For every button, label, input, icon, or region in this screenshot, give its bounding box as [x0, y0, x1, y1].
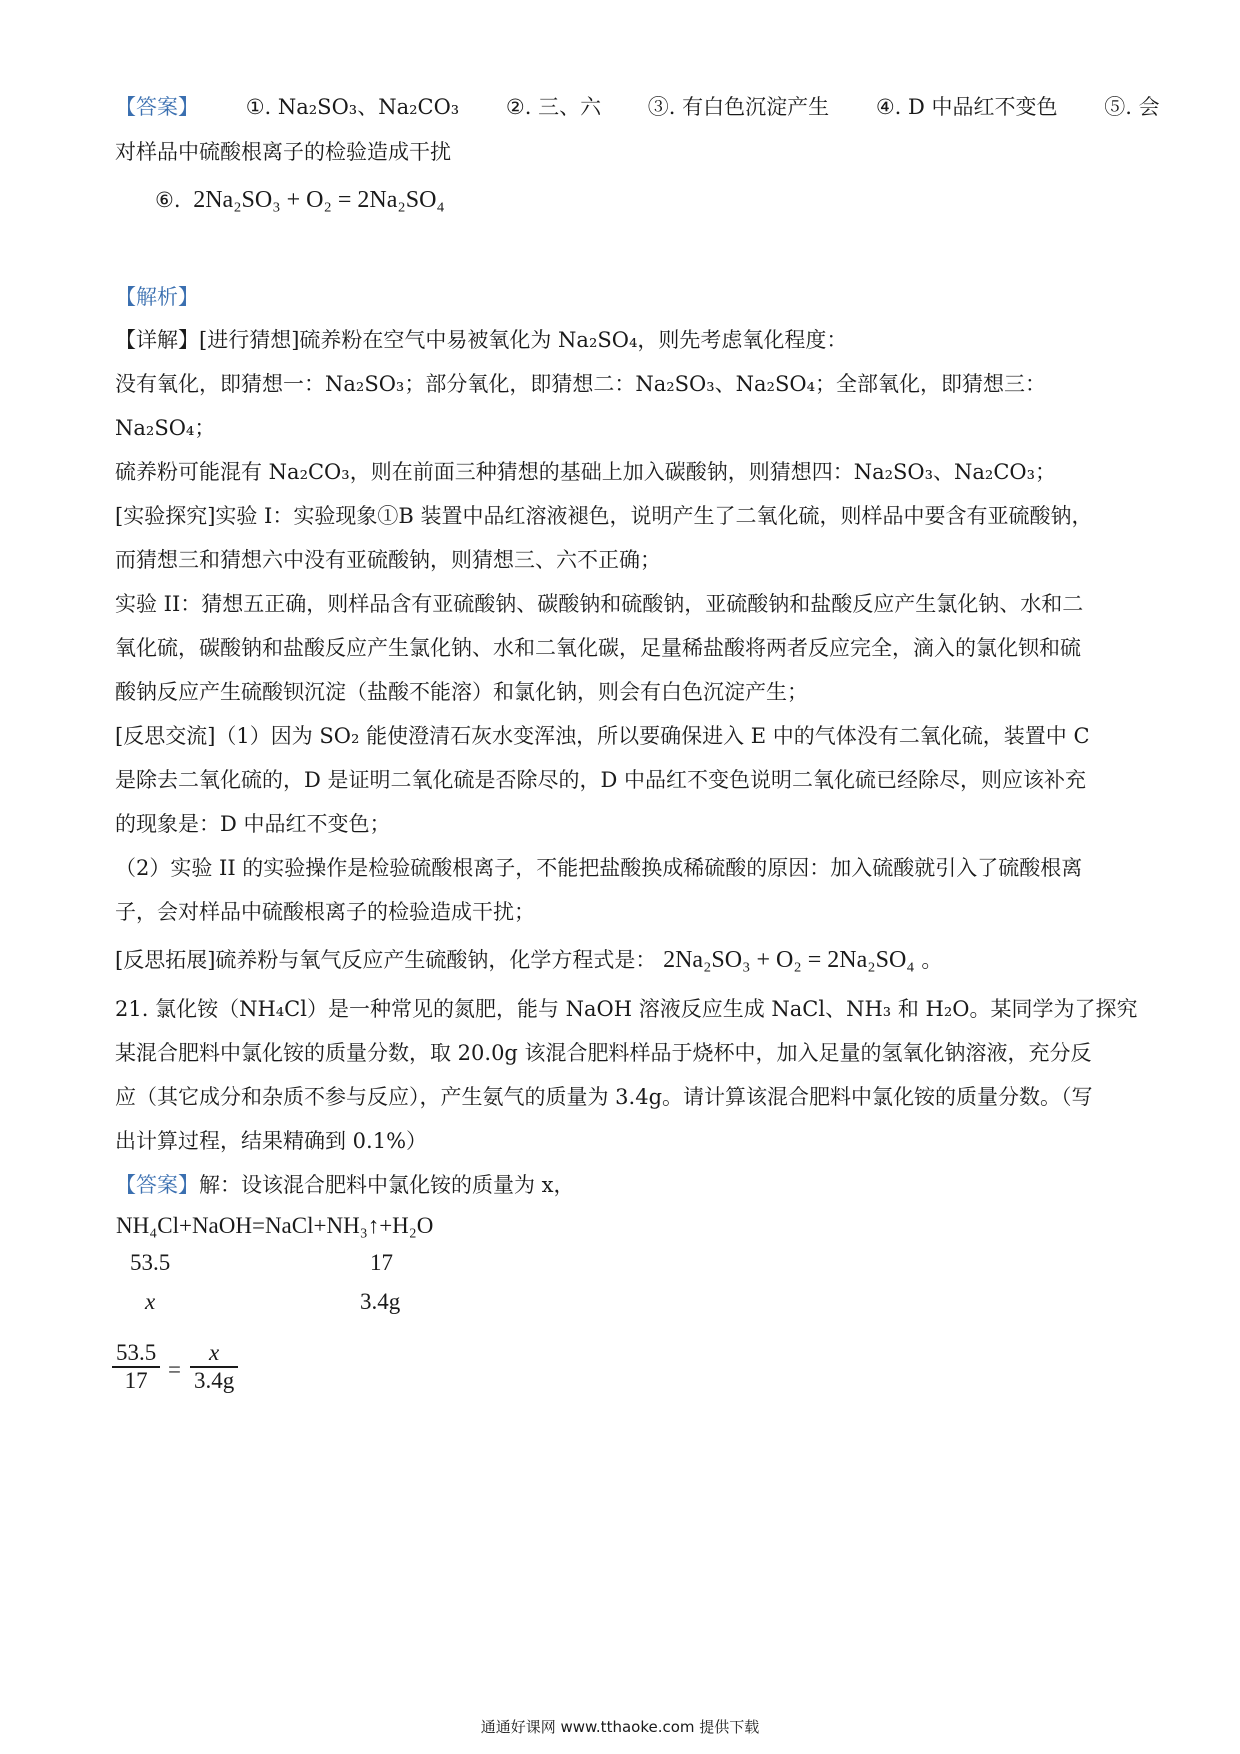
analysis-line: 实验 II：猜想五正确，则样品含有亚硫酸钠、碳酸钠和硫酸钠，亚硫酸钠和盐酸反应产生氯化钠、水和二 [115, 592, 1084, 616]
analysis-line: Na₂SO₄； [115, 416, 216, 440]
answer-item-1: ①. Na₂SO₃、Na₂CO₃ [245, 95, 460, 119]
ratio-left-bottom: x [145, 1289, 156, 1314]
answer-line-1 [115, 92, 1160, 122]
extension-suffix: 。 [921, 948, 943, 972]
analysis-line: 子，会对样品中硫酸根离子的检验造成干扰； [115, 900, 535, 924]
extension-equation: 2Na₂SO₃ + O₂ = 2Na₂SO₄ [663, 947, 915, 973]
answer-item-4: ④. D 中品红不变色 [875, 95, 1058, 119]
fraction-left-denominator: 17 [124, 1368, 148, 1393]
ratio-right-bottom: 3.4g [360, 1289, 401, 1314]
analysis-line: 没有氧化，即猜想一：Na₂SO₃；部分氧化，即猜想二：Na₂SO₃、Na₂SO₄；全部氧化，即猜想三： [115, 372, 1047, 396]
answer-item-5: ⑤. 会 [1104, 95, 1160, 119]
fraction-left [112, 1340, 160, 1394]
answer-tag: 【答案】 [115, 95, 199, 119]
answer-item-3: ③. 有白色沉淀产生 [647, 95, 830, 119]
analysis-line: [反思交流]（1）因为 SO₂ 能使澄清石灰水变浑浊，所以要确保进入 E 中的气体没有二氧化硫，装置中 C [115, 724, 1090, 748]
fraction-equals: = [168, 1357, 181, 1382]
answer-item-6-equation: 2Na₂SO₃ + O₂ = 2Na₂SO₄ [193, 187, 445, 213]
analysis-line: 氧化硫，碳酸钠和盐酸反应产生氯化钠、水和二氧化碳，足量稀盐酸将两者反应完全，滴入的氯化钡和硫 [115, 636, 1081, 660]
answer-item-6 [155, 185, 1125, 215]
fraction-right [190, 1340, 238, 1394]
analysis-line: （2）实验 II 的实验操作是检验硫酸根离子，不能把盐酸换成稀硫酸的原因：加入硫酸就引入了硫酸根离 [115, 856, 1083, 880]
answer-item-2: ②. 三、六 [505, 95, 602, 119]
fraction-right-denominator: 3.4g [194, 1368, 235, 1393]
question-21-line: 21. 氯化铵（NH₄Cl）是一种常见的氮肥，能与 NaOH 溶液反应生成 NaCl、NH₃ 和 H₂O。某同学为了探究 [115, 997, 1138, 1021]
analysis-line: 硫养粉可能混有 Na₂CO₃，则在前面三种猜想的基础上加入碳酸钠，则猜想四：Na₂SO₃、Na₂CO₃； [115, 460, 1057, 484]
analysis-line: [实验探究]实验 I：实验现象①B 装置中品红溶液褪色，说明产生了二氧化硫，则样品中要含有亚硫酸钠， [115, 504, 1093, 528]
analysis-line: 是除去二氧化硫的，D 是证明二氧化硫是否除尽的，D 中品红不变色说明二氧化硫已经除尽，则应该补充 [115, 768, 1087, 792]
question-21-answer [115, 1170, 1125, 1200]
extension-line [115, 945, 1125, 975]
analysis-line: 而猜想三和猜想六中没有亚硫酸钠，则猜想三、六不正确； [115, 548, 661, 572]
extension-prefix: [反思拓展]硫养粉与氧气反应产生硫酸钠，化学方程式是： [115, 948, 657, 972]
page-footer: 通通好课网 www.tthaoke.com 提供下载 [480, 1718, 760, 1736]
fraction-right-numerator: x [190, 1340, 238, 1368]
detail-tag: 【详解】 [115, 328, 199, 352]
question-21-line: 应（其它成分和杂质不参与反应），产生氨气的质量为 3.4g。请计算该混合肥料中氯化铵的质量分数。（写 [115, 1085, 1093, 1109]
ratio-right-top: 17 [370, 1250, 393, 1275]
answer-text: 解：设该混合肥料中氯化铵的质量为 x， [199, 1173, 575, 1197]
answer-tag: 【答案】 [115, 1173, 199, 1197]
analysis-tag: 【解析】 [115, 285, 199, 309]
analysis-paragraph [115, 325, 1125, 355]
question-21-line: 某混合肥料中氯化铵的质量分数，取 20.0g 该混合肥料样品于烧杯中，加入足量的氢氧化钠溶液，充分反 [115, 1041, 1092, 1065]
reaction-equation: NH₄Cl+NaOH=NaCl+NH₃↑+H₂O [116, 1213, 434, 1238]
analysis-line: 酸钠反应产生硫酸钡沉淀（盐酸不能溶）和氯化钠，则会有白色沉淀产生； [115, 680, 808, 704]
question-21-line: 出计算过程，结果精确到 0.1%） [115, 1129, 428, 1153]
ratio-left-top: 53.5 [130, 1250, 171, 1275]
answer-item-6-label: ⑥. [155, 188, 181, 212]
answer-line-2: 对样品中硫酸根离子的检验造成干扰 [115, 140, 451, 164]
fraction-left-numerator: 53.5 [112, 1340, 160, 1368]
analysis-line: 的现象是：D 中品红不变色； [115, 812, 391, 836]
analysis-text: [进行猜想]硫养粉在空气中易被氧化为 Na₂SO₄，则先考虑氧化程度： [199, 328, 848, 352]
